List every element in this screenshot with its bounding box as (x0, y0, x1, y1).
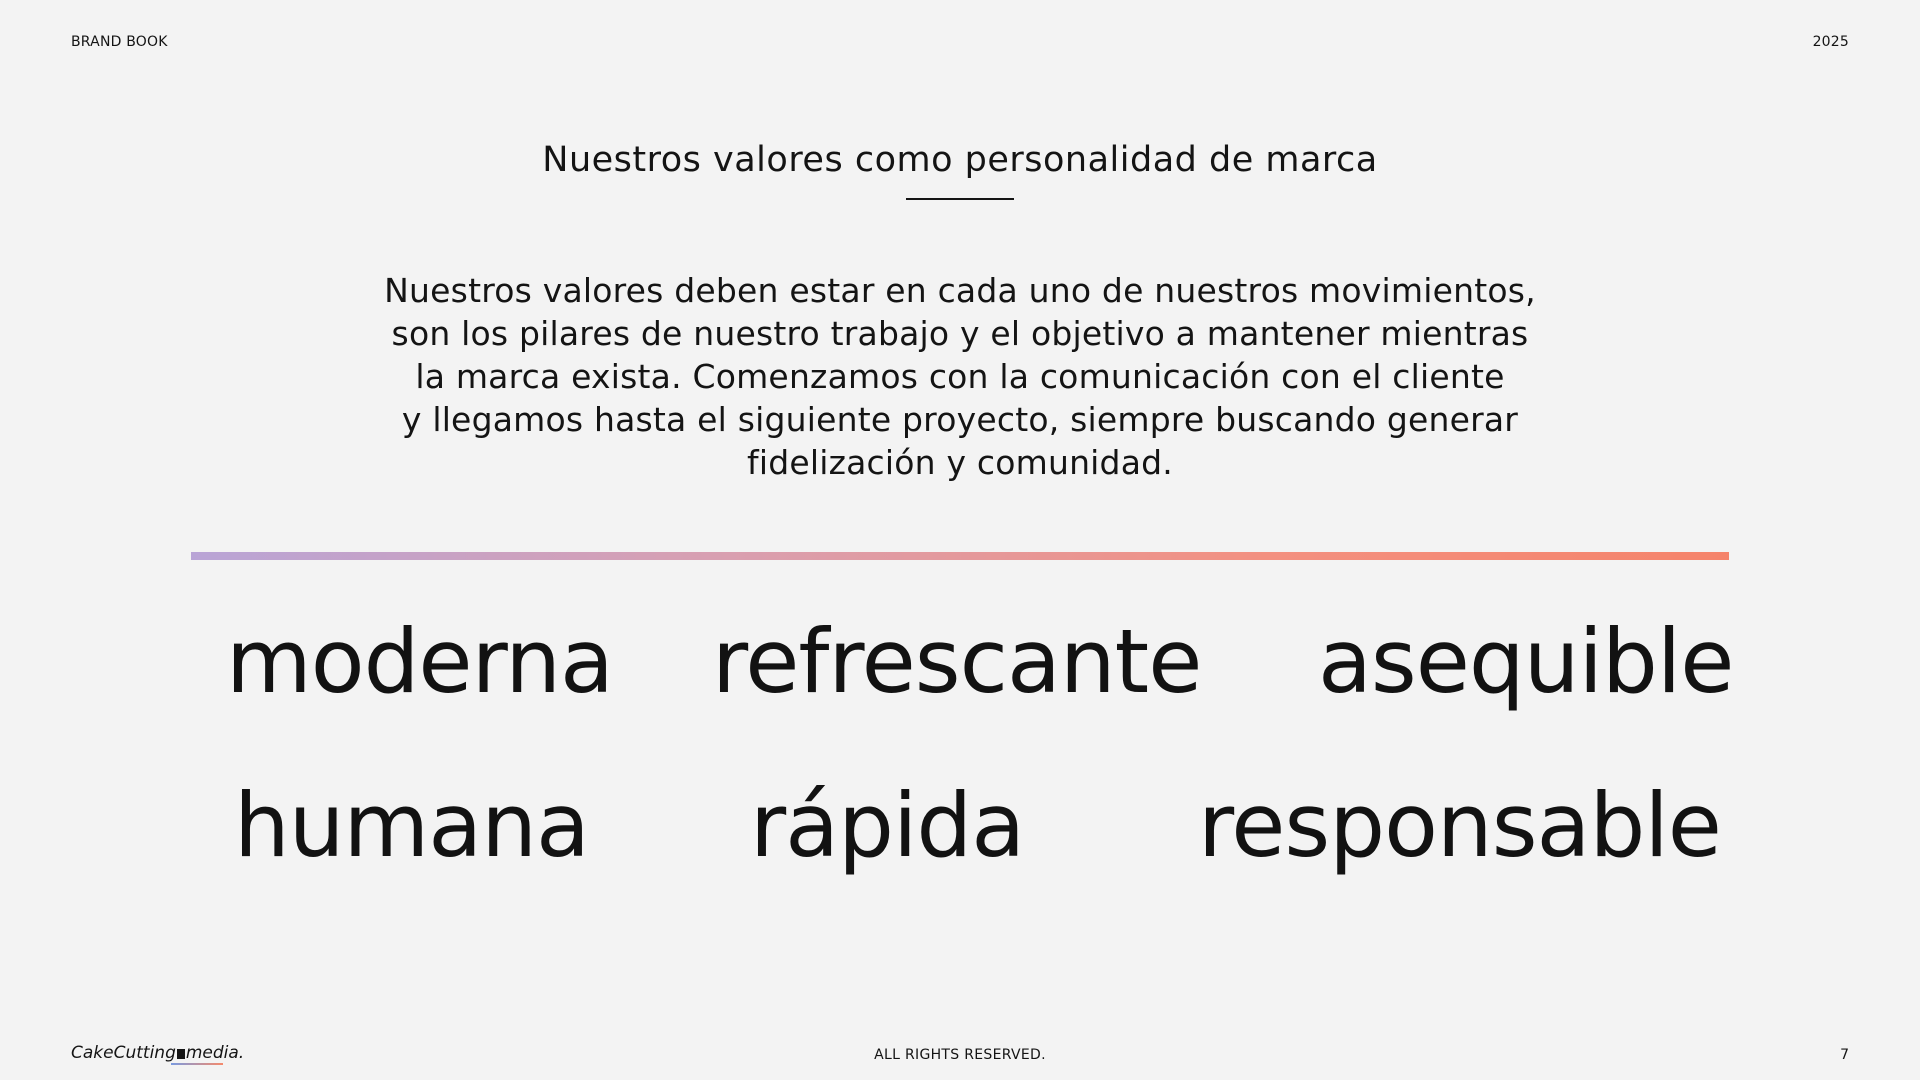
value-word-humana: humana (234, 774, 589, 877)
page-number: 7 (1840, 1047, 1849, 1063)
logo-text-right: media. (185, 1043, 245, 1063)
intro-line: son los pilares de nuestro trabajo y el objetivo a mantener mientras (391, 314, 1529, 353)
value-word-responsable: responsable (1198, 774, 1721, 877)
page-title: Nuestros valores como personalidad de marca (542, 140, 1378, 180)
header-brand-book-label: BRAND BOOK (71, 34, 168, 50)
value-word-rapida: rápida (750, 774, 1025, 877)
gradient-divider-bar (191, 552, 1729, 560)
value-word-asequible: asequible (1318, 610, 1734, 713)
intro-line: la marca exista. Comenzamos con la comunicación con el cliente (415, 357, 1505, 396)
intro-line: Nuestros valores deben estar en cada uno de nuestros movimientos, (384, 271, 1536, 310)
intro-paragraph (300, 269, 1620, 484)
logo-text-left: CakeCutting (71, 1043, 176, 1063)
title-underline-divider (906, 198, 1014, 200)
intro-line: fidelización y comunidad. (747, 443, 1173, 482)
value-word-refrescante: refrescante (712, 610, 1202, 713)
value-word-moderna: moderna (226, 610, 613, 713)
footer-rights-text: ALL RIGHTS RESERVED. (874, 1047, 1046, 1063)
logo-gradient-underline (171, 1063, 223, 1065)
header-year-label: 2025 (1812, 34, 1849, 50)
intro-line: y llegamos hasta el siguiente proyecto, siempre buscando generar (401, 400, 1519, 439)
